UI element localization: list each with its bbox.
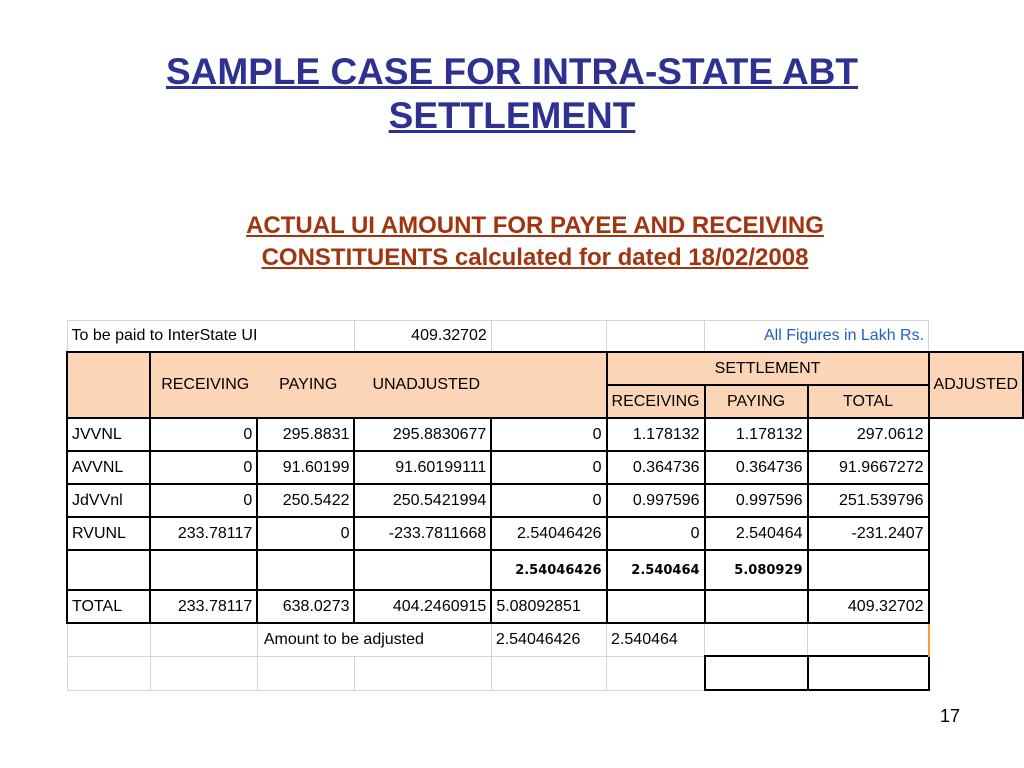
- cell-adjusted: 297.0612: [808, 418, 929, 451]
- header-settlement-receiving: RECEIVING: [607, 385, 705, 418]
- empty-cell: [808, 623, 929, 656]
- cell-receiving: 233.78117: [150, 517, 257, 550]
- total-settlement-receiving: 5.08092851: [491, 590, 606, 623]
- table-top-row: [67, 321, 1023, 353]
- top-value-cell: 409.32702: [354, 321, 491, 353]
- slide-title-line1: SAMPLE CASE FOR INTRA-STATE ABT: [165, 51, 858, 92]
- header-receiving: RECEIVING: [161, 376, 250, 393]
- slide-subtitle-line2: CONSTITUENTS calculated for dated 18/02/2008: [261, 244, 809, 271]
- empty-cell: [150, 623, 257, 656]
- empty-cell: [491, 656, 606, 690]
- empty-cell: [607, 321, 705, 353]
- header-paying: PAYING: [279, 376, 338, 393]
- cell-paying: 250.5422: [257, 484, 354, 517]
- empty-cell: [607, 656, 705, 690]
- subtotal-settlement-receiving: 2.54046426: [491, 550, 606, 590]
- header-settlement: SETTLEMENT: [607, 352, 929, 385]
- adjust-settlement-receiving: 2.54046426: [491, 623, 606, 656]
- row-name: JVVNL: [67, 418, 150, 451]
- empty-cell: [67, 623, 150, 656]
- empty-cell: [808, 656, 929, 690]
- empty-cell: [491, 321, 606, 353]
- total-unadjusted: 404.2460915: [354, 590, 491, 623]
- empty-cell: [67, 550, 150, 590]
- row-name: RVUNL: [67, 517, 150, 550]
- cell-receiving: 0: [150, 484, 257, 517]
- table-row: [67, 418, 1023, 451]
- cell-settlement-paying: 0: [607, 517, 705, 550]
- empty-cell: [705, 656, 808, 690]
- total-adjusted: 409.32702: [808, 590, 929, 623]
- slide-subtitle: [180, 210, 890, 274]
- total-label: TOTAL: [67, 590, 150, 623]
- cell-adjusted: 91.9667272: [808, 451, 929, 484]
- empty-cell: [354, 656, 491, 690]
- cell-unadjusted: 250.5421994: [354, 484, 491, 517]
- subtotal-settlement-total: 5.080929: [705, 550, 808, 590]
- header-settlement-paying: PAYING: [705, 385, 808, 418]
- empty-cell: [67, 656, 150, 690]
- cell-unadjusted: -233.7811668: [354, 517, 491, 550]
- cell-settlement-total: 0.364736: [705, 451, 808, 484]
- cell-unadjusted: 91.60199111: [354, 451, 491, 484]
- empty-cell: [705, 590, 808, 623]
- table-row: [67, 484, 1023, 517]
- header-group-main: [150, 352, 606, 418]
- empty-cell: [808, 550, 929, 590]
- empty-cell: [257, 656, 354, 690]
- slide-title-line2: SETTLEMENT: [388, 95, 636, 136]
- cell-settlement-receiving: 0: [491, 451, 606, 484]
- units-note: All Figures in Lakh Rs.: [705, 321, 929, 353]
- header-row-1: [67, 352, 1023, 385]
- header-adjusted: ADJUSTED: [929, 352, 1023, 418]
- header-unadjusted: UNADJUSTED: [372, 376, 480, 393]
- adjust-row: [67, 623, 1023, 656]
- row-name: JdVVnl: [67, 484, 150, 517]
- empty-cell: [705, 623, 808, 656]
- cell-paying: 0: [257, 517, 354, 550]
- cell-adjusted: 251.539796: [808, 484, 929, 517]
- cell-settlement-paying: 1.178132: [607, 418, 705, 451]
- blank-row: [67, 656, 1023, 690]
- cell-settlement-paying: 0.364736: [607, 451, 705, 484]
- cell-settlement-receiving: 0: [491, 484, 606, 517]
- empty-cell: [150, 550, 257, 590]
- cell-settlement-total: 2.540464: [705, 517, 808, 550]
- cell-paying: 295.8831: [257, 418, 354, 451]
- cell-receiving: 0: [150, 451, 257, 484]
- cell-receiving: 0: [150, 418, 257, 451]
- cell-settlement-paying: 0.997596: [607, 484, 705, 517]
- ui-settlement-table: [66, 320, 1024, 691]
- slide-subtitle-line1: ACTUAL UI AMOUNT FOR PAYEE AND RECEIVING: [246, 212, 824, 239]
- empty-cell: [257, 550, 354, 590]
- cell-unadjusted: 295.8830677: [354, 418, 491, 451]
- top-label-cell: To be paid to InterState UI: [67, 321, 354, 353]
- cell-settlement-receiving: 0: [491, 418, 606, 451]
- header-name-cell: [67, 352, 150, 418]
- adjust-label: Amount to be adjusted: [257, 623, 491, 656]
- empty-cell: [150, 656, 257, 690]
- subtotal-row: [67, 550, 1023, 590]
- table-row: [67, 517, 1023, 550]
- total-row: [67, 590, 1023, 623]
- cell-settlement-total: 1.178132: [705, 418, 808, 451]
- cell-settlement-total: 0.997596: [705, 484, 808, 517]
- total-paying: 638.0273: [257, 590, 354, 623]
- adjust-settlement-paying: 2.540464: [607, 623, 705, 656]
- header-settlement-total: TOTAL: [808, 385, 929, 418]
- table-row: [67, 451, 1023, 484]
- cell-adjusted: -231.2407: [808, 517, 929, 550]
- subtotal-settlement-paying: 2.540464: [607, 550, 705, 590]
- empty-cell: [354, 550, 491, 590]
- cell-settlement-receiving: 2.54046426: [491, 517, 606, 550]
- empty-cell: [607, 590, 705, 623]
- row-name: AVVNL: [67, 451, 150, 484]
- page-number: 17: [939, 706, 960, 726]
- slide-title: [0, 50, 1024, 138]
- total-receiving: 233.78117: [150, 590, 257, 623]
- cell-paying: 91.60199: [257, 451, 354, 484]
